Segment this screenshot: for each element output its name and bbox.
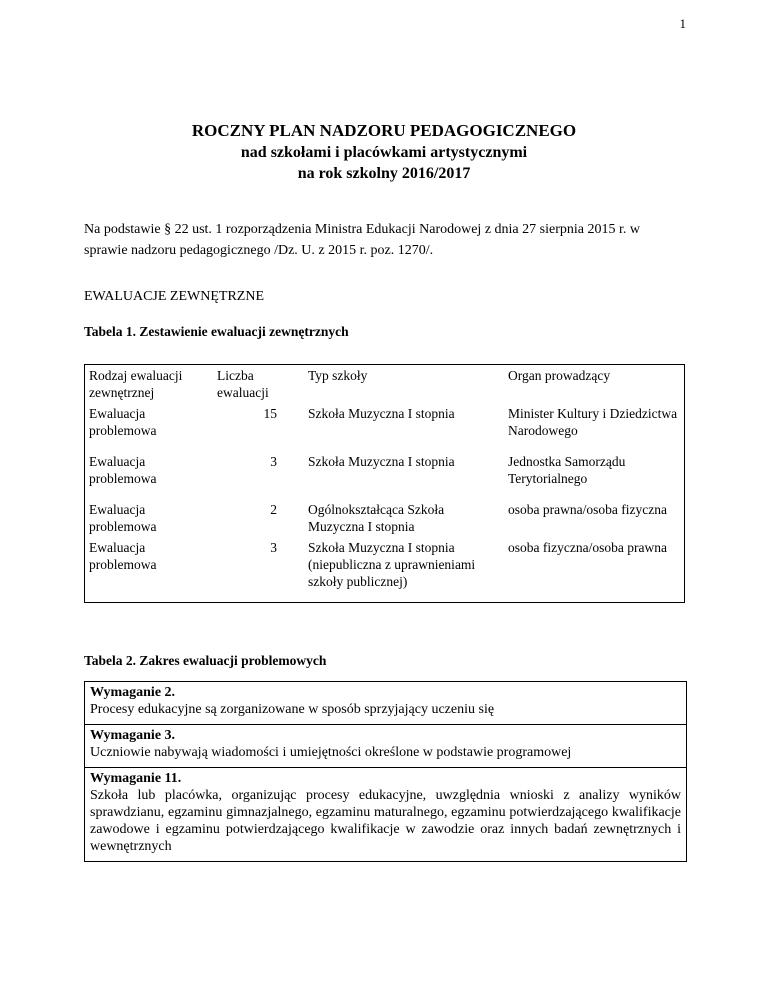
- title-line-2: nad szkołami i placówkami artystycznymi: [240, 144, 528, 161]
- cell-type: Ewaluacja problemowa: [89, 540, 157, 572]
- header-cell: Typ szkoły: [308, 368, 368, 383]
- cell-count: 15: [263, 406, 277, 421]
- requirement-text: Procesy edukacyjne są zorganizowane w sposób sprzyjający uczeniu się: [90, 702, 495, 717]
- cell-count: 3: [270, 540, 277, 555]
- cell-school: Ogólnokształcąca Szkoła Muzyczna I stopnia: [308, 502, 445, 534]
- cell-school: Szkoła Muzyczna I stopnia: [308, 454, 455, 469]
- table-row: [85, 499, 685, 537]
- cell-organ: osoba fizyczna/osoba prawna: [508, 540, 667, 555]
- table2-caption: Tabela 2. Zakres ewaluacji problemowych: [84, 653, 327, 668]
- cell-organ: osoba prawna/osoba fizyczna: [508, 502, 667, 517]
- document-title: [0, 120, 768, 184]
- intro-paragraph: Na podstawie § 22 ust. 1 rozporządzenia Ministra Edukacji Narodowej z dnia 27 sierpnia 2015 r. w sprawie nadzoru pedagogicznego /Dz. U. z 2015 r. poz. 1270/.: [84, 222, 640, 258]
- requirement-row: [85, 725, 686, 768]
- cell-type: Ewaluacja problemowa: [89, 502, 157, 534]
- title-line-1: ROCZNY PLAN NADZORU PEDAGOGICZNEGO: [191, 121, 577, 140]
- requirement-title: Wymaganie 3.: [90, 728, 176, 743]
- header-cell: Liczba ewaluacji: [217, 368, 269, 400]
- requirements-table: [84, 681, 687, 862]
- requirement-row: [85, 682, 686, 725]
- header-cell: Organ prowadzący: [508, 368, 611, 383]
- requirement-text: Uczniowie nabywają wiadomości i umiejętności określone w podstawie programowej: [90, 745, 572, 760]
- cell-school: Szkoła Muzyczna I stopnia: [308, 406, 455, 421]
- evaluation-table: [84, 364, 685, 603]
- cell-type: Ewaluacja problemowa: [89, 454, 157, 486]
- table-row: [85, 537, 685, 603]
- cell-count: 2: [270, 502, 277, 517]
- title-line-3: na rok szkolny 2016/2017: [297, 165, 471, 182]
- page-number: 1: [679, 16, 686, 31]
- requirement-title: Wymaganie 11.: [90, 771, 182, 786]
- cell-school: Szkoła Muzyczna I stopnia (niepubliczna z uprawnieniami szkoły publicznej): [308, 540, 476, 589]
- table-row: [85, 403, 685, 451]
- cell-type: Ewaluacja problemowa: [89, 406, 157, 438]
- section-heading: EWALUACJE ZEWNĘTRZNE: [84, 289, 265, 304]
- cell-organ: Jednostka Samorządu Terytorialnego: [508, 454, 626, 486]
- requirement-row: [85, 768, 686, 861]
- table1-caption: Tabela 1. Zestawienie ewaluacji zewnętrznych: [84, 324, 349, 339]
- table-row: [85, 451, 685, 499]
- requirement-title: Wymaganie 2.: [90, 685, 176, 700]
- header-cell: Rodzaj ewaluacji zewnętrznej: [89, 368, 183, 400]
- requirement-text: Szkoła lub placówka, organizując procesy edukacyjne, uwzględnia wnioski z analizy wyników sprawdzianu, egzaminu gimnazjalnego, egzaminu maturalnego, egzaminu potwierdzającego kwalifikacje zawodowe i egzaminu potwierdzającego kwalifikacje w zawodzie oraz innych badań zewnętrznych i wewnętrznych: [90, 788, 681, 854]
- table-header-row: [85, 365, 685, 404]
- cell-count: 3: [270, 454, 277, 469]
- cell-organ: Minister Kultury i Dziedzictwa Narodowego: [508, 406, 678, 438]
